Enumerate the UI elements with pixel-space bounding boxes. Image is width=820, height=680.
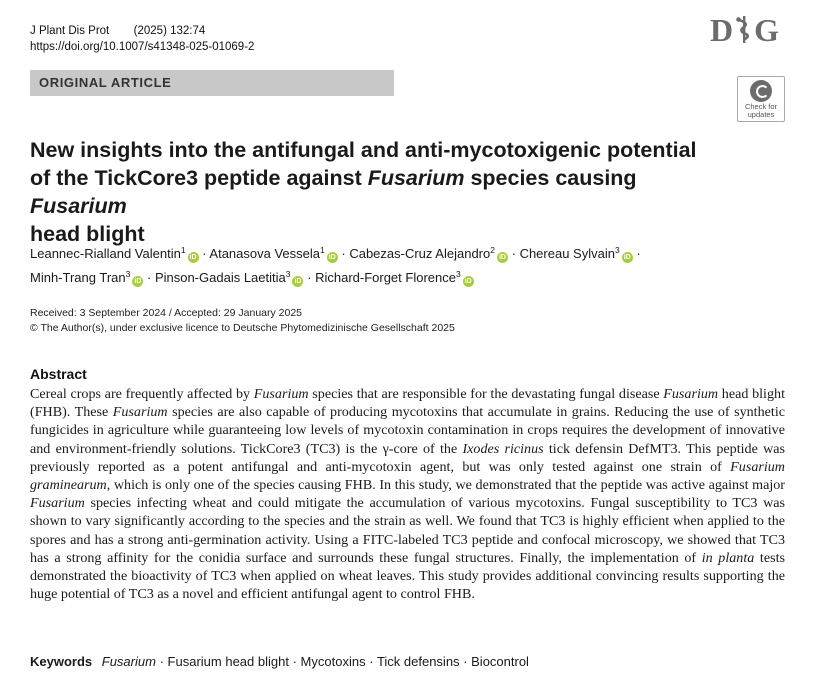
doi-link[interactable]: https://doi.org/10.1007/s41348-025-01069-2 xyxy=(30,41,255,53)
abstract-body: Cereal crops are frequently affected by Fusarium species that are responsible for the devastating fungal disease Fusarium head blight (FHB). These Fusarium species are also capable of producing mycotoxins that accumulate in grains. Reducing the use of synthetic fungicides in agriculture while guaranteeing low levels of mycotoxin contamination in crops requires the development of innovative and environment-friendly solutions. TickCore3 (TC3) is the γ-core of the Ixodes ricinus tick defensin DefMT3. This peptide was previously reported as a potent antifungal and anti-mycotoxin agent, but was only tested against one strain of Fusarium graminearum, which is only one of the species causing FHB. In this study, we demonstrated that the peptide was active against major Fusarium species infecting wheat and could mitigate the accumulation of various mycotoxins. Fungal susceptibility to TC3 was shown to vary significantly according to the species and the strain as well. We found that TC3 is highly efficient when applied to the spores and has a strong anti-germination activity. Using a FITC-labeled TC3 peptide and confocal microscopy, we showed that TC3 has a strong affinity for the conidia surface and surrounds these fungal structures. Finally, the implementation of in planta tests demonstrated the bioactivity of TC3 when applied on wheat leaves. This study provides additional convincing results supporting the huge potential of TC3 as a novel and efficient antifungal agent to control FHB. xyxy=(30,386,786,603)
author-separator: · xyxy=(511,246,516,261)
check-for-updates-icon xyxy=(750,80,772,102)
dpg-logo xyxy=(710,12,780,49)
orcid-icon[interactable]: iD xyxy=(134,278,142,285)
orcid-icon[interactable]: iD xyxy=(464,278,472,285)
author-name[interactable]: Minh-Trang Tran xyxy=(30,270,126,285)
logo-letter-g: G xyxy=(754,12,780,48)
author-separator: · xyxy=(341,246,346,261)
author-separator: · xyxy=(146,270,152,285)
abstract-heading: Abstract xyxy=(30,366,87,382)
orcid-icon[interactable]: iD xyxy=(189,254,197,261)
orcid-icon[interactable]: iD xyxy=(498,254,506,261)
keyword-item: Tick defensins xyxy=(376,654,460,669)
keyword-item: Biocontrol xyxy=(471,654,529,669)
citation: (2025) 132:74 xyxy=(133,25,206,37)
article-type-banner xyxy=(30,70,394,96)
aesculapian-staff-icon xyxy=(734,14,754,44)
orcid-icon[interactable]: iD xyxy=(294,278,302,285)
logo-letter-d: D xyxy=(710,12,735,48)
article-title: New insights into the antifungal and anti-mycotoxigenic potential of the TickCore3 peptide against Fusarium species causing Fusarium head blight xyxy=(30,138,697,246)
publication-dates xyxy=(30,306,455,336)
author-separator: · xyxy=(202,246,207,261)
journal-line xyxy=(30,24,205,39)
article-type-label: ORIGINAL ARTICLE xyxy=(39,75,172,90)
keyword-item: Fusarium head blight xyxy=(167,654,289,669)
author-name[interactable]: Pinson-Gadais Laetitia xyxy=(154,270,286,285)
orcid-icon[interactable]: iD xyxy=(328,254,336,261)
author-separator: · xyxy=(636,246,641,261)
author-name[interactable]: Atanasova Vessela xyxy=(209,246,320,261)
keyword-item: Fusarium xyxy=(101,654,156,669)
author-name[interactable]: Cabezas-Cruz Alejandro xyxy=(349,246,491,261)
orcid-icon[interactable]: iD xyxy=(623,254,631,261)
copyright-line: © The Author(s), under exclusive licence to Deutsche Phytomedizinische Gesellschaft 2025 xyxy=(30,322,455,334)
author-list: Leannec-Rialland Valentin$^1$iD · Atanasova Vessela$^1$iD · Cabezas-Cruz Alejandro$^2$iD · Chereau Sylvain$^3$iD · Minh-Trang Tran$^3$iD · Pinson-Gadais Laetitia$^3$iD · Richard-Forget Florence$^3$iD xyxy=(30,245,641,285)
keyword-item: Mycotoxins xyxy=(300,654,366,669)
author-name[interactable]: Richard-Forget Florence xyxy=(315,270,456,285)
check-for-updates-button[interactable] xyxy=(737,76,785,122)
keywords-label: Keywords xyxy=(30,654,93,669)
check-for-updates-label: Check for updates xyxy=(744,102,778,119)
author-name[interactable]: Chereau Sylvain xyxy=(519,246,615,261)
author-name[interactable]: Leannec-Rialland Valentin xyxy=(30,246,181,261)
journal-name: J Plant Dis Prot xyxy=(30,25,110,37)
author-separator: · xyxy=(307,270,312,285)
keywords: Keywords Fusarium · Fusarium head blight · Mycotoxins · Tick defensins · Biocontrol xyxy=(30,654,529,669)
received-accepted: Received: 3 September 2024 / Accepted: 29 January 2025 xyxy=(30,307,303,319)
